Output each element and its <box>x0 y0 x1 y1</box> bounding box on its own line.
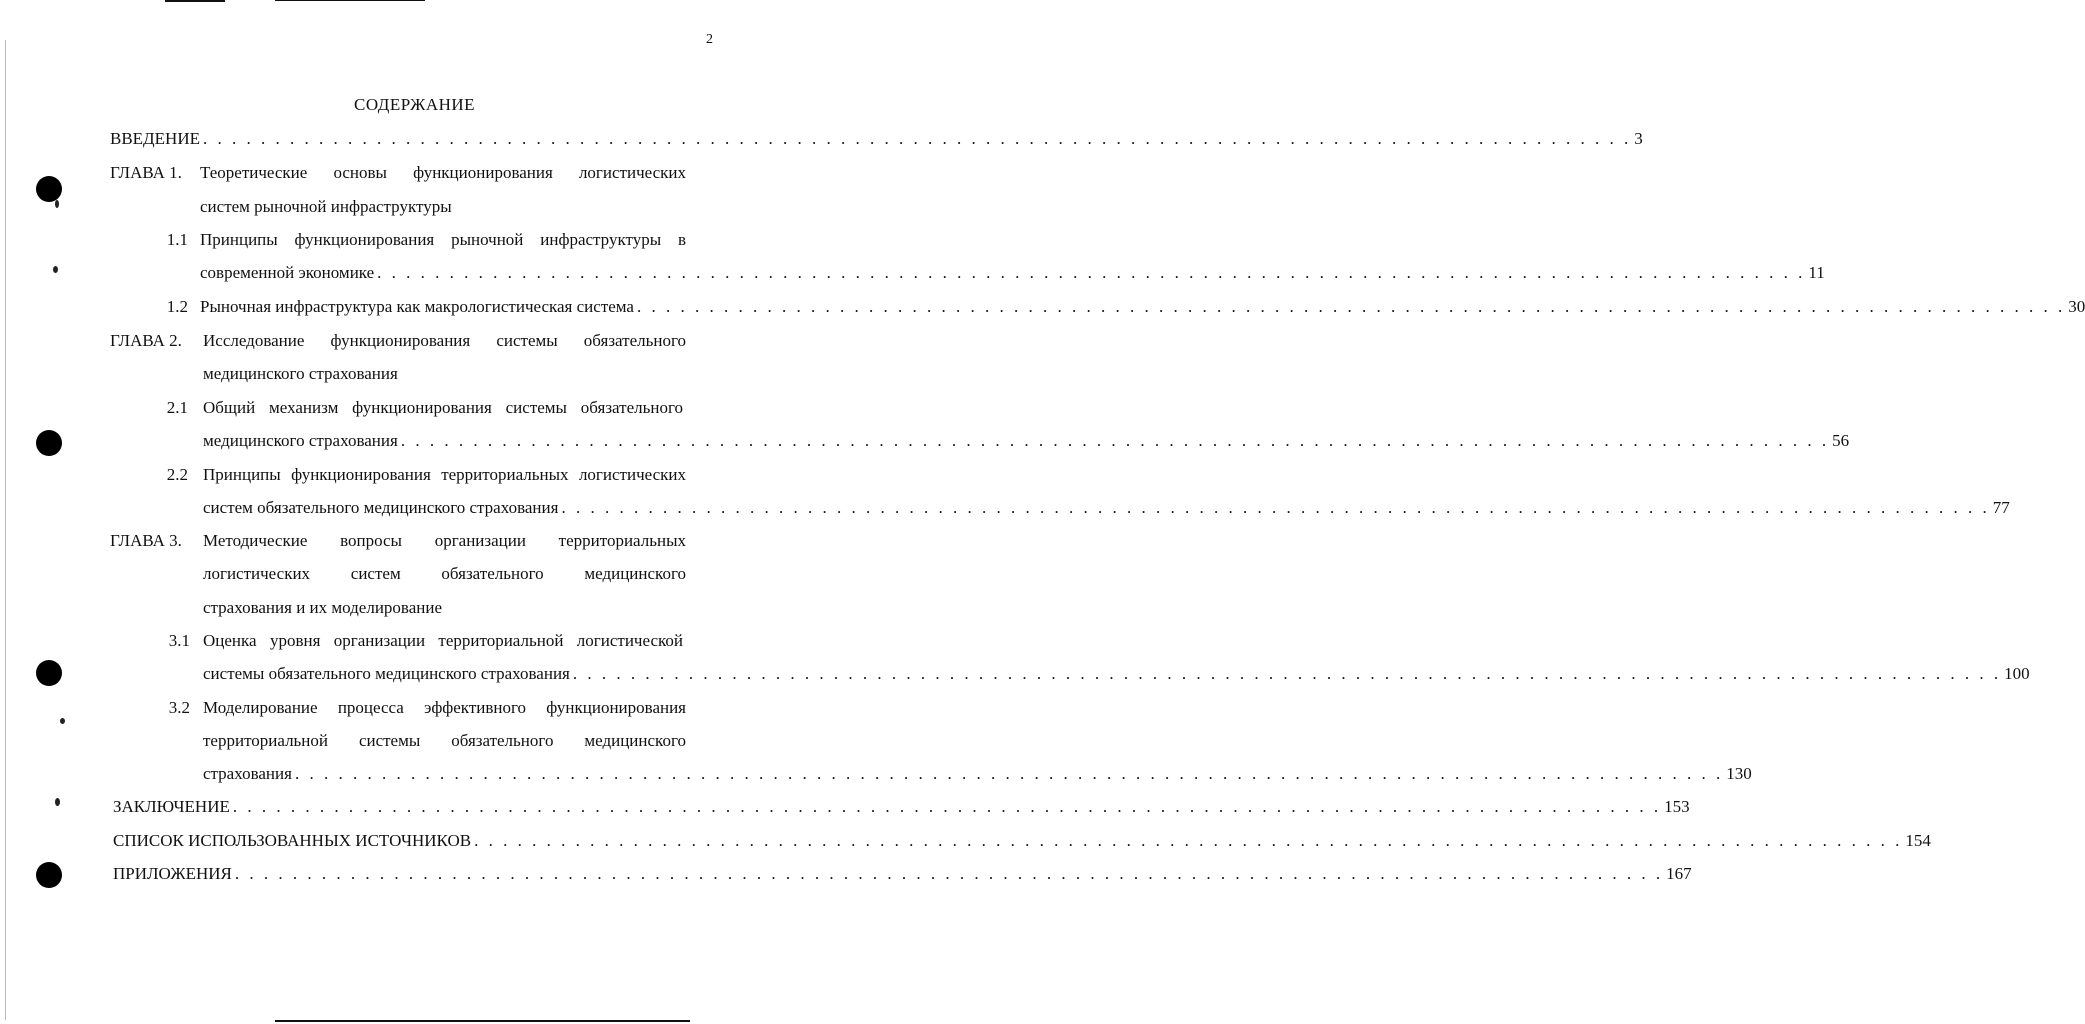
toc-entry-appendix <box>113 863 1692 885</box>
section-title-line: систем обязательного медицинского страхования <box>203 498 559 517</box>
toc-entry-section <box>203 430 1850 452</box>
toc-entry-section <box>203 763 1752 785</box>
toc-page: 11 <box>1808 263 1825 282</box>
section-title-line: Рыночная инфраструктура как макрологистическая система <box>200 297 634 316</box>
top-scan-rule <box>165 0 225 2</box>
toc-entry-section <box>203 663 2030 685</box>
section-number: 3.2 <box>168 698 190 717</box>
dot-leader: . . . . . . . . . . . . . . . . . . . . . . . . . . . . . . . . . . . . . . . . . . . . . . . . . . . . . . . . . . . . . . . . . . . . . . . . . . . . . . . . . . . . . . . . . . . . . . . . . . . <box>232 797 1662 816</box>
dot-leader: . . . . . . . . . . . . . . . . . . . . . . . . . . . . . . . . . . . . . . . . . . . . . . . . . . . . . . . . . . . . . . . . . . . . . . . . . . . . . . . . . . . . . . . . . . . . . . . . . . . <box>294 764 1724 783</box>
chapter-title-line: Исследование функционирования системы обязательного <box>203 331 686 350</box>
section-number: 2.2 <box>166 465 188 484</box>
scan-speck <box>55 798 60 806</box>
toc-page: 130 <box>1726 764 1752 783</box>
binder-hole <box>36 176 62 202</box>
left-edge-line <box>5 40 6 1020</box>
scan-speck <box>60 718 65 724</box>
section-number: 2.1 <box>166 398 188 417</box>
dot-leader: . . . . . . . . . . . . . . . . . . . . . . . . . . . . . . . . . . . . . . . . . . . . . . . . . . . . . . . . . . . . . . . . . . . . . . . . . . . . . . . . . . . . . . . . . . . . . . . . . . . <box>561 498 1990 517</box>
chapter-title-line: Методические вопросы организации территориальных <box>203 531 686 550</box>
scan-speck <box>53 266 58 273</box>
page-title: СОДЕРЖАНИЕ <box>354 95 476 114</box>
dot-leader: . . . . . . . . . . . . . . . . . . . . . . . . . . . . . . . . . . . . . . . . . . . . . . . . . . . . . . . . . . . . . . . . . . . . . . . . . . . . . . . . . . . . . . . . . . . . . . . . . . . <box>572 664 2002 683</box>
toc-page: 56 <box>1832 431 1850 450</box>
top-scan-rule-right <box>275 0 425 1</box>
section-number: 1.1 <box>166 230 188 249</box>
section-title-line: Принципы функционирования рыночной инфраструктуры в <box>200 230 686 249</box>
toc-page: 100 <box>2004 664 2030 683</box>
dot-leader: . . . . . . . . . . . . . . . . . . . . . . . . . . . . . . . . . . . . . . . . . . . . . . . . . . . . . . . . . . . . . . . . . . . . . . . . . . . . . . . . . . . . . . . . . . . . . . . . . . . <box>377 263 1806 282</box>
scan-speck <box>55 200 59 208</box>
section-title-line: территориальной системы обязательного медицинского <box>203 731 686 750</box>
dot-leader: . . . . . . . . . . . . . . . . . . . . . . . . . . . . . . . . . . . . . . . . . . . . . . . . . . . . . . . . . . . . . . . . . . . . . . . . . . . . . . . . . . . . . . . . . . . . . . . . . . . <box>474 831 1903 850</box>
chapter-title-line: медицинского страхования <box>203 364 398 383</box>
dot-leader: . . . . . . . . . . . . . . . . . . . . . . . . . . . . . . . . . . . . . . . . . . . . . . . . . . . . . . . . . . . . . . . . . . . . . . . . . . . . . . . . . . . . . . . . . . . . . . . . . . . <box>234 864 1664 883</box>
dot-leader: . . . . . . . . . . . . . . . . . . . . . . . . . . . . . . . . . . . . . . . . . . . . . . . . . . . . . . . . . . . . . . . . . . . . . . . . . . . . . . . . . . . . . . . . . . . . . . . . . . . <box>202 129 1632 148</box>
section-title-line: системы обязательного медицинского страхования <box>203 664 570 683</box>
section-title-line: Оценка уровня организации территориальной логистической <box>203 631 683 650</box>
toc-entry-section <box>200 296 2085 318</box>
toc-page: 3 <box>1634 129 1643 148</box>
dot-leader: . . . . . . . . . . . . . . . . . . . . . . . . . . . . . . . . . . . . . . . . . . . . . . . . . . . . . . . . . . . . . . . . . . . . . . . . . . . . . . . . . . . . . . . . . . . . . . . . . . . <box>636 297 2066 316</box>
toc-entry-introduction <box>110 128 1643 150</box>
toc-entry-section <box>200 262 1825 284</box>
binder-hole <box>36 660 62 686</box>
section-title-line: Принципы функционирования территориальных логистических <box>203 465 686 484</box>
toc-label: СПИСОК ИСПОЛЬЗОВАННЫХ ИСТОЧНИКОВ <box>113 831 472 850</box>
toc-label: ВВЕДЕНИЕ <box>110 129 200 148</box>
page-number: 2 <box>706 32 713 47</box>
binder-hole <box>36 862 62 888</box>
chapter-title-line: систем рыночной инфраструктуры <box>200 197 452 216</box>
chapter-title-line: страхования и их моделирование <box>203 598 443 617</box>
section-number: 1.2 <box>166 297 188 316</box>
section-title-line: страхования <box>203 764 292 783</box>
section-number: 3.1 <box>168 631 190 650</box>
chapter-label: ГЛАВА 3. <box>110 531 182 550</box>
section-title-line: Общий механизм функционирования системы обязательного <box>203 398 683 417</box>
toc-entry-sources <box>113 830 1931 852</box>
bottom-scan-rule <box>275 1020 690 1022</box>
toc-entry-conclusion <box>113 796 1690 818</box>
section-title-line: медицинского страхования <box>203 431 398 450</box>
section-title-line: современной экономике <box>200 263 375 282</box>
binder-hole <box>36 430 62 456</box>
section-title-line: Моделирование процесса эффективного функционирования <box>203 698 686 717</box>
chapter-label: ГЛАВА 2. <box>110 331 182 350</box>
toc-label: ПРИЛОЖЕНИЯ <box>113 864 232 883</box>
chapter-label: ГЛАВА 1. <box>110 163 182 182</box>
toc-page: 167 <box>1666 864 1692 883</box>
toc-page: 30 <box>2068 297 2085 316</box>
toc-page: 154 <box>1905 831 1931 850</box>
toc-page: 77 <box>1992 498 2010 517</box>
toc-label: ЗАКЛЮЧЕНИЕ <box>113 797 230 816</box>
chapter-title-line: логистических систем обязательного медицинского <box>203 564 686 583</box>
chapter-title-line: Теоретические основы функционирования логистических <box>200 163 686 182</box>
dot-leader: . . . . . . . . . . . . . . . . . . . . . . . . . . . . . . . . . . . . . . . . . . . . . . . . . . . . . . . . . . . . . . . . . . . . . . . . . . . . . . . . . . . . . . . . . . . . . . . . . . . <box>400 431 1830 450</box>
toc-entry-section <box>203 497 2010 519</box>
toc-page: 153 <box>1664 797 1690 816</box>
